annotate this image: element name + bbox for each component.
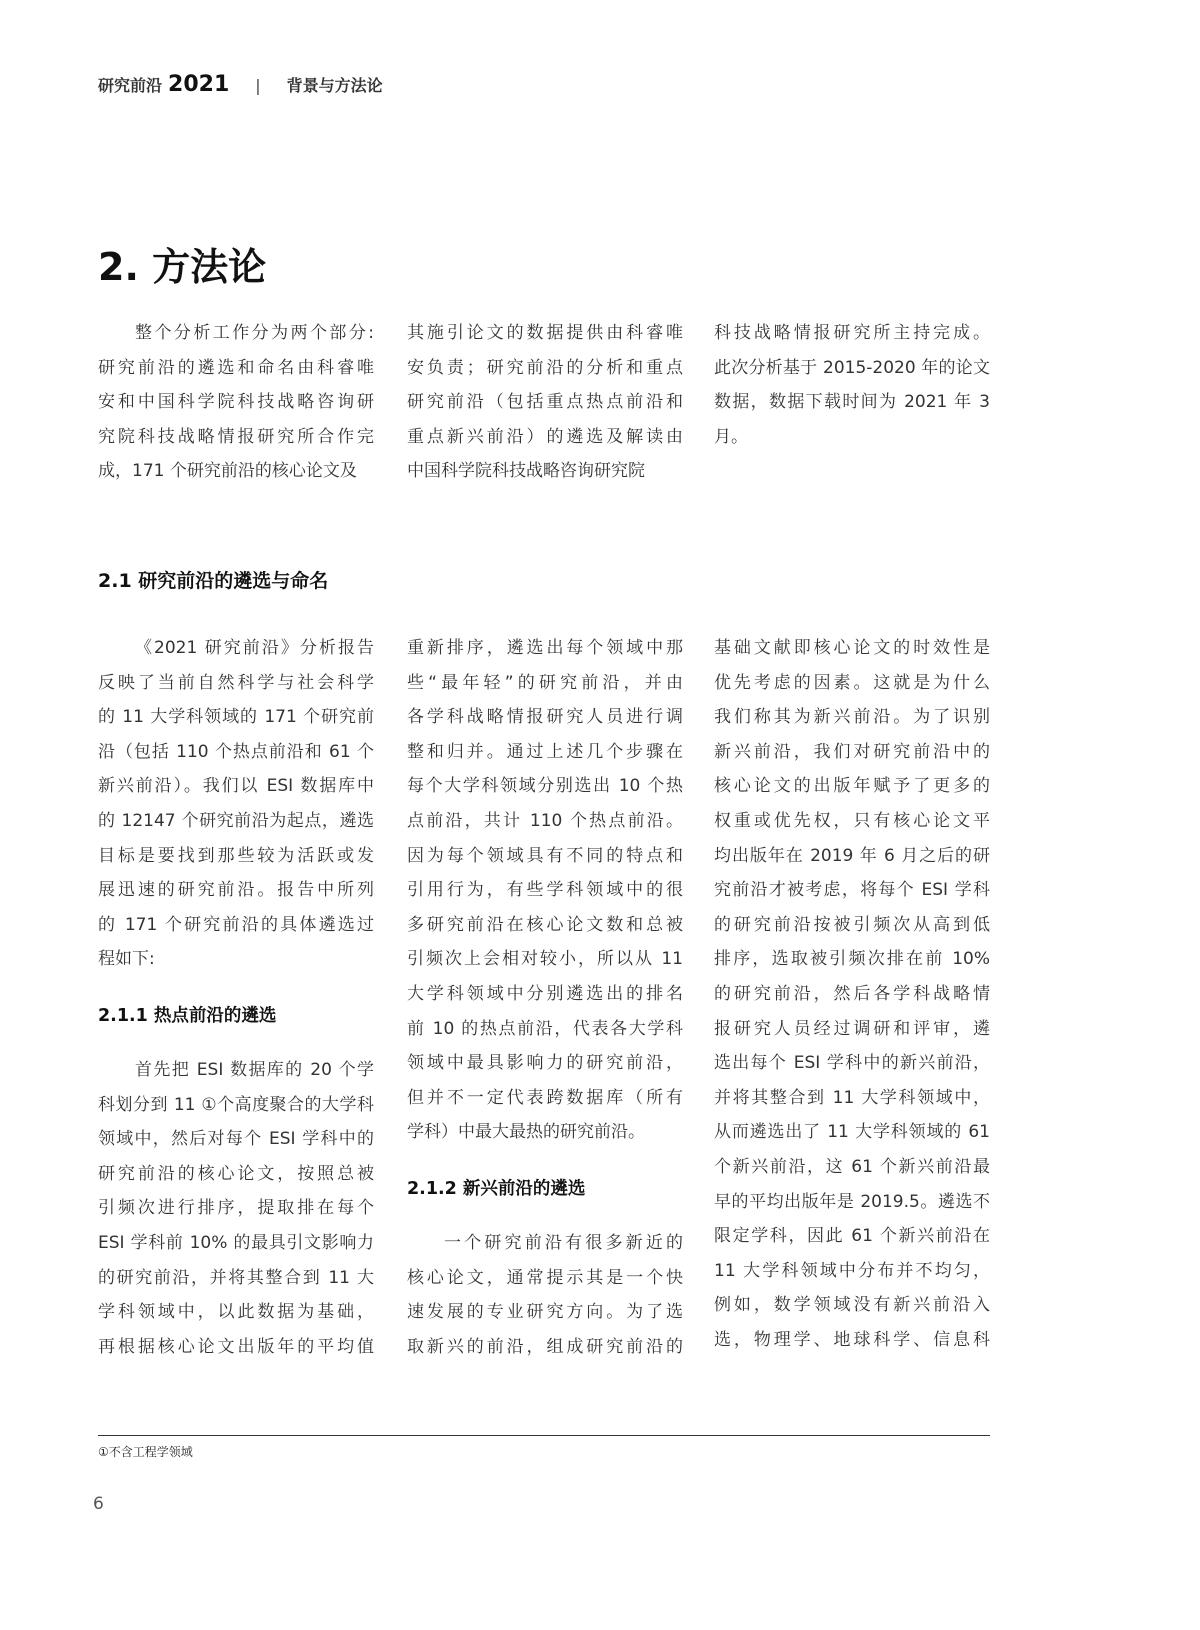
paragraph bbox=[407, 631, 683, 1150]
text-line: 选，物理学、地球科学、信息科 bbox=[714, 1329, 990, 1350]
text-line: 从而遴选出了 11 大学科领域的 61 bbox=[714, 1122, 990, 1143]
text-line: 并将其整合到 11 大学科领域中， bbox=[714, 1087, 990, 1108]
subsection-heading-2-1-1: 2.1.1 热点前沿的遴选 bbox=[98, 1005, 277, 1026]
text-line: 一个研究前沿有很多新近的 bbox=[444, 1232, 683, 1253]
text-line: 的 11 大学科领域的 171 个研究前 bbox=[98, 707, 374, 728]
footnote-divider bbox=[98, 1435, 990, 1436]
text-line: 均出版年在 2019 年 6 月之后的研 bbox=[714, 845, 990, 866]
text-line: 《2021 研究前沿》分析报告 bbox=[135, 638, 374, 658]
text-line: 程如下: bbox=[98, 949, 155, 970]
text-line: 新兴前沿）。我们以 ESI 数据库中 bbox=[98, 776, 374, 797]
text-line: 展迅速的研究前沿。报告中所列 bbox=[98, 880, 374, 901]
text-line: 限定学科，因此 61 个新兴前沿在 bbox=[714, 1226, 990, 1247]
text-line: 此次分析基于 2015-2020 年的论文 bbox=[714, 357, 990, 378]
text-line: 引频次上会相对较小，所以从 11 bbox=[407, 949, 683, 970]
text-line: 速发展的专业研究方向。为了选 bbox=[407, 1302, 683, 1323]
intro-col-2 bbox=[407, 316, 683, 489]
page-title: 2. 方法论 bbox=[98, 245, 267, 289]
header-title: 研究前沿 bbox=[98, 76, 163, 95]
text-line: 点前沿，共计 110 个热点前沿。 bbox=[407, 810, 683, 831]
text-line: 11 大学科领域中分布并不均匀， bbox=[714, 1260, 990, 1281]
text-line: 反映了当前自然科学与社会科学 bbox=[98, 672, 374, 693]
text-line: 的 12147 个研究前沿为起点，遴选 bbox=[98, 810, 374, 831]
text-line: 其施引论文的数据提供由科睿唯 bbox=[407, 323, 683, 343]
paragraph bbox=[98, 631, 374, 977]
text-line: 核心论文的出版年赋予了更多的 bbox=[714, 776, 990, 797]
text-line: 科划分到 11 ①个高度聚合的大学科 bbox=[98, 1094, 374, 1115]
text-line: 沿（包括 110 个热点前沿和 61 个 bbox=[98, 741, 374, 762]
text-line: 的研究前沿，然后各学科战略情 bbox=[714, 983, 990, 1004]
footnote: ①不含工程学领域 bbox=[98, 1445, 193, 1459]
text-line: 例如，数学领域没有新兴前沿入 bbox=[714, 1295, 990, 1316]
header-section: 背景与方法论 bbox=[286, 76, 383, 95]
intro-col-1 bbox=[98, 316, 374, 489]
text-line: 每个大学科领域分别选出 10 个热 bbox=[407, 776, 683, 797]
text-line: 多研究前沿在核心论文数和总被 bbox=[407, 914, 683, 935]
paragraph bbox=[407, 1226, 683, 1364]
intro-col-3 bbox=[714, 316, 990, 454]
text-line: 数据，数据下载时间为 2021 年 3 bbox=[714, 392, 990, 413]
text-line: 月。 bbox=[714, 426, 748, 447]
text-line: 引用行为，有些学科领域中的很 bbox=[407, 880, 683, 901]
paragraph bbox=[714, 631, 990, 1357]
text-line: 首先把 ESI 数据库的 20 个学 bbox=[135, 1059, 374, 1080]
text-line: 大学科领域中分别遴选出的排名 bbox=[407, 983, 683, 1004]
text-line: 重新排序，遴选出每个领域中那 bbox=[407, 638, 683, 658]
text-line: 目标是要找到那些较为活跃或发 bbox=[98, 845, 374, 866]
text-line: ESI 学科前 10% 的最具引文影响力 bbox=[98, 1232, 374, 1253]
text-line: 个新兴前沿，这 61 个新兴前沿最 bbox=[714, 1156, 990, 1177]
text-line: 领域中最具影响力的研究前沿， bbox=[407, 1053, 683, 1074]
text-line: 引频次进行排序，提取排在每个 bbox=[98, 1198, 374, 1219]
text-line: 些“最年轻”的研究前沿，并由 bbox=[407, 672, 683, 693]
header-year: 2021 bbox=[168, 72, 230, 97]
text-line: 基础文献即核心论文的时效性是 bbox=[714, 638, 990, 658]
section-2-1-col-3 bbox=[714, 631, 990, 1357]
text-line: 排序，选取被引频次排在前 10% bbox=[714, 949, 990, 970]
text-line: 安和中国科学院科技战略咨询研 bbox=[98, 392, 374, 413]
running-header bbox=[98, 72, 383, 97]
text-line: 研究前沿的核心论文，按照总被 bbox=[98, 1163, 374, 1184]
text-line: 研究前沿的遴选和命名由科睿唯 bbox=[98, 357, 374, 378]
text-line: 整个分析工作分为两个部分: bbox=[135, 323, 374, 343]
text-line: 的 171 个研究前沿的具体遴选过 bbox=[98, 914, 374, 935]
header-separator: | bbox=[255, 76, 261, 95]
text-line: 前 10 的热点前沿，代表各大学科 bbox=[407, 1018, 683, 1039]
paragraph bbox=[98, 1053, 374, 1364]
text-line: 成，171 个研究前沿的核心论文及 bbox=[98, 461, 357, 482]
text-line: 科技战略情报研究所主持完成。 bbox=[714, 323, 990, 343]
text-line: 核心论文，通常提示其是一个快 bbox=[407, 1267, 683, 1288]
subsection-heading-2-1-2: 2.1.2 新兴前沿的遴选 bbox=[407, 1178, 586, 1199]
text-line: 各学科战略情报研究人员进行调 bbox=[407, 707, 683, 728]
text-line: 领域中，然后对每个 ESI 学科中的 bbox=[98, 1129, 374, 1150]
text-line: 学科）中最大最热的研究前沿。 bbox=[407, 1122, 645, 1143]
section-heading-2-1: 2.1 研究前沿的遴选与命名 bbox=[98, 570, 329, 592]
text-line: 优先考虑的因素。这就是为什么 bbox=[714, 672, 990, 693]
text-line: 学科领域中，以此数据为基础， bbox=[98, 1302, 374, 1323]
text-line: 权重或优先权，只有核心论文平 bbox=[714, 810, 990, 831]
text-line: 究前沿才被考虑，将每个 ESI 学科 bbox=[714, 880, 990, 901]
text-line: 整和归并。通过上述几个步骤在 bbox=[407, 741, 683, 762]
text-line: 安负责；研究前沿的分析和重点 bbox=[407, 357, 683, 378]
text-line: 选出每个 ESI 学科中的新兴前沿， bbox=[714, 1053, 990, 1074]
text-line: 早的平均出版年是 2019.5。遴选不 bbox=[714, 1191, 990, 1212]
text-line: 的研究前沿按被引频次从高到低 bbox=[714, 914, 990, 935]
text-line: 重点新兴前沿）的遴选及解读由 bbox=[407, 426, 683, 447]
text-line: 的研究前沿，并将其整合到 11 大 bbox=[98, 1267, 374, 1288]
page-number: 6 bbox=[93, 1494, 104, 1514]
section-2-1-col-2 bbox=[407, 631, 683, 1364]
text-line: 再根据核心论文出版年的平均值 bbox=[98, 1336, 374, 1357]
text-line: 我们称其为新兴前沿。为了识别 bbox=[714, 707, 990, 728]
text-line: 因为每个领域具有不同的特点和 bbox=[407, 845, 683, 866]
text-line: 究院科技战略情报研究所合作完 bbox=[98, 426, 374, 447]
text-line: 中国科学院科技战略咨询研究院 bbox=[407, 461, 645, 482]
text-line: 新兴前沿，我们对研究前沿中的 bbox=[714, 741, 990, 762]
text-line: 研究前沿（包括重点热点前沿和 bbox=[407, 392, 683, 413]
text-line: 取新兴的前沿，组成研究前沿的 bbox=[407, 1336, 683, 1357]
text-line: 报研究人员经过调研和评审，遴 bbox=[714, 1018, 990, 1039]
section-2-1-col-1 bbox=[98, 631, 374, 1364]
text-line: 但并不一定代表跨数据库（所有 bbox=[407, 1087, 683, 1108]
